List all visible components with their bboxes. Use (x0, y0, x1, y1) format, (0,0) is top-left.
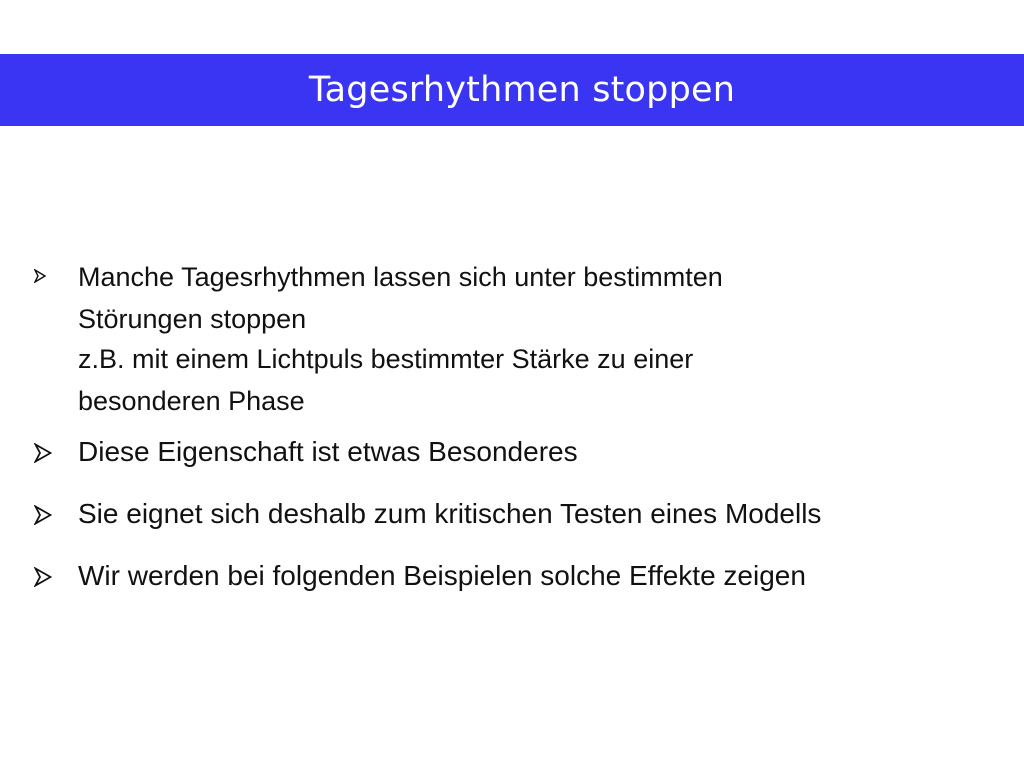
bullet-item-1 (34, 256, 723, 340)
title-bar (0, 54, 1024, 126)
slide-title: Tagesrhythmen stoppen (308, 70, 736, 110)
bullet-item-3 (34, 496, 821, 532)
arrow-bullet-icon (34, 567, 78, 587)
bullet-1-line-1: Manche Tagesrhythmen lassen sich unter bestimmten (78, 262, 723, 292)
arrow-bullet-icon (34, 269, 78, 283)
bullet-4-text: Wir werden bei folgenden Beispielen solche Effekte zeigen (78, 560, 806, 591)
arrow-bullet-icon (34, 443, 78, 463)
bullet-1-sub-line-2: besonderen Phase (78, 386, 305, 416)
bullet-item-2 (34, 434, 578, 470)
bullet-1-sub-line-1: z.B. mit einem Lichtpuls bestimmter Stärke zu einer (78, 344, 694, 374)
bullet-1-subtext (78, 338, 693, 422)
bullet-2-text: Diese Eigenschaft ist etwas Besonderes (78, 436, 578, 467)
bullet-1-text (78, 256, 723, 340)
bullet-1-line-2: Störungen stoppen (78, 304, 307, 334)
arrow-bullet-icon (34, 505, 78, 525)
bullet-item-4 (34, 558, 806, 594)
bullet-3-text: Sie eignet sich deshalb zum kritischen Testen eines Modells (78, 498, 822, 529)
